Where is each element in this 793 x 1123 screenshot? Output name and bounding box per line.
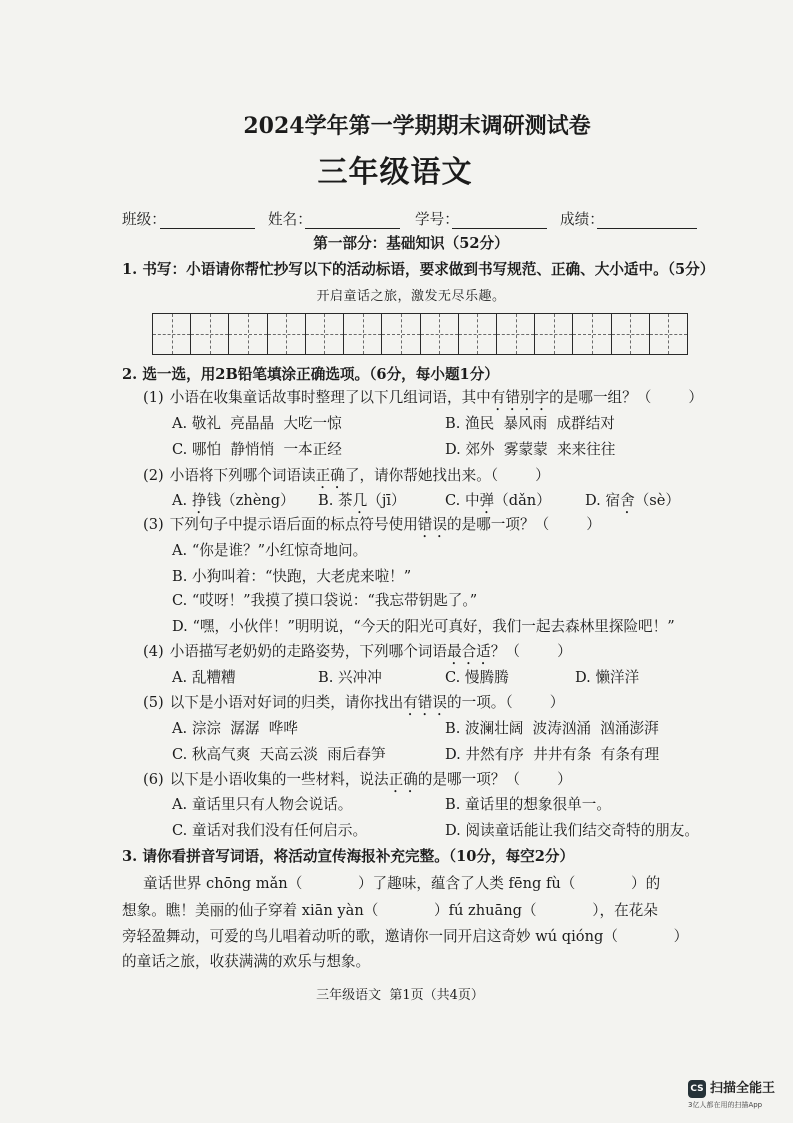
- q3-stem: 3. 请你看拼音写词语，将活动宣传海报补充完整。（10分，每空2分）: [122, 848, 575, 865]
- q2-6-option-c: C. 童话对我们没有任何启示。: [172, 822, 368, 839]
- option-letter: C.: [445, 492, 465, 509]
- grid-cell: [191, 314, 229, 354]
- option-text: （jī）: [367, 492, 406, 509]
- option-emphasis: 挣: [191, 492, 207, 509]
- grid-cell: [153, 314, 191, 354]
- q2-3-option-c: C. “哎呀！”我摸了摸口袋说：“我忘带钥匙了。”: [172, 592, 478, 609]
- q2-2-number: (2): [143, 467, 164, 484]
- q2-4-option-c: C. 慢腾腾: [445, 669, 509, 686]
- option-text: 宿: [605, 492, 621, 509]
- grid-cell: [268, 314, 306, 354]
- grid-cell: [459, 314, 497, 354]
- grid-cell: [650, 314, 687, 354]
- q2-5-option-b: B. 波澜壮阔 波涛汹涌 汹涌澎湃: [445, 720, 659, 737]
- q2-3-emphasis: 错误: [417, 516, 447, 533]
- q2-1-option-c: C. 哪怕 静悄悄 一本正经: [172, 441, 342, 458]
- q2-6-emphasis: 正确: [388, 771, 418, 788]
- q2-5-option-a: A. 淙淙 潺潺 哗哗: [172, 720, 298, 737]
- q2-2-option-b: [318, 491, 406, 511]
- part1-heading: 第一部分：基础知识（52分）: [313, 235, 509, 252]
- q2-4-number: (4): [143, 643, 164, 660]
- student-number-label: 学号：: [415, 211, 459, 228]
- q2-4-emphasis: 最合适: [446, 643, 491, 660]
- grid-cell: [382, 314, 420, 354]
- q2-5-number: (5): [143, 694, 164, 711]
- q2-2-text: 小语将下列哪个词语读: [169, 467, 316, 484]
- q2-6-number: (6): [143, 771, 164, 788]
- q2-6-option-b: B. 童话里的想象很单一。: [445, 796, 611, 813]
- camscanner-logo-icon: CS: [688, 1080, 706, 1098]
- q2-4-text-end: ？（ ）: [490, 643, 572, 660]
- option-text: 钱（zhèng）: [206, 492, 295, 509]
- q2-3-text: 下列句子中提示语后面的标点符号使用: [169, 516, 418, 533]
- q2-5-stem: [143, 693, 564, 713]
- option-text: 茶: [338, 492, 353, 509]
- q2-3-number: (3): [143, 516, 164, 533]
- option-emphasis: 弹: [479, 492, 495, 509]
- q2-3-text-end: 的是哪一项？（ ）: [447, 516, 601, 533]
- score-blank: [597, 212, 697, 229]
- q2-1-option-d: D. 郊外 雾蒙蒙 来来往往: [445, 441, 616, 458]
- class-label: 班级：: [122, 211, 166, 228]
- q2-4-option-d: D. 懒洋洋: [575, 669, 640, 686]
- q2-2-emphasis: 正确: [315, 467, 345, 484]
- student-number-blank: [452, 212, 547, 229]
- option-text: （dǎn）: [494, 492, 551, 509]
- q2-2-option-c: [445, 491, 551, 511]
- q3-paragraph-line: 想象。瞧！美丽的仙子穿着 xiān yàn（ ）fú zhuāng（ ），在花朵: [122, 902, 658, 919]
- q2-1-number: (1): [143, 389, 164, 406]
- q2-6-option-a: A. 童话里只有人物会说话。: [172, 796, 353, 813]
- exam-subject: 三年级语文: [317, 155, 473, 190]
- q2-2-text-end: 了，请你帮她找出来。（ ）: [344, 467, 550, 484]
- q2-2-option-d: [585, 491, 680, 511]
- name-label: 姓名：: [268, 211, 312, 228]
- grid-cell: [306, 314, 344, 354]
- q3-paragraph-line: 旁轻盈舞动，可爱的鸟儿唱着动听的歌，邀请你一同开启这奇妙 wú qióng（ ）: [122, 928, 689, 945]
- grid-cell: [229, 314, 267, 354]
- option-emphasis: 舍: [620, 492, 635, 509]
- class-blank: [160, 212, 255, 229]
- q2-5-text: 以下是小语对好词的归类，请你找出: [169, 694, 404, 711]
- q2-1-text-end: 的是哪一组？（ ）: [549, 389, 704, 406]
- q2-6-stem: [143, 770, 572, 790]
- q2-1-text: 小语在收集童话故事时整理了以下几组词语，其中: [169, 389, 491, 406]
- q2-5-text-end: 的一项。（ ）: [447, 694, 565, 711]
- name-blank: [305, 212, 400, 229]
- q2-3-option-b: B. 小狗叫着：“快跑，大老虎来啦！”: [172, 568, 412, 585]
- q2-2-option-a: [172, 491, 295, 511]
- grid-cell: [421, 314, 459, 354]
- q2-4-option-a: A. 乱糟糟: [172, 669, 236, 686]
- q2-4-text: 小语描写老奶奶的走路姿势，下列哪个词语: [169, 643, 447, 660]
- option-letter: A.: [172, 492, 192, 509]
- q2-2-stem: [143, 466, 550, 486]
- q2-5-emphasis: 有错误: [403, 694, 447, 711]
- q2-6-text-end: 的是哪一项？（ ）: [417, 771, 572, 788]
- option-emphasis: 几: [352, 492, 368, 509]
- scanner-app-name: 扫描全能王: [710, 1081, 776, 1096]
- q2-1-option-b: B. 渔民 暴风雨 成群结对: [445, 415, 615, 432]
- q1-stem: 1. 书写：小语请你帮忙抄写以下的活动标语，要求做到书写规范、正确、大小适中。（5分）: [122, 261, 715, 278]
- option-letter: D.: [585, 492, 606, 509]
- scanner-tagline: 3亿人都在用的扫描App: [688, 1101, 763, 1109]
- grid-cell: [535, 314, 573, 354]
- option-text: 中: [464, 492, 480, 509]
- option-letter: B.: [318, 492, 339, 509]
- grid-cell: [573, 314, 611, 354]
- option-text: （sè）: [634, 492, 681, 509]
- q2-3-stem: [143, 515, 601, 535]
- q3-paragraph-line: 童话世界 chōng mǎn（ ）了趣味，蕴含了人类 fēng fù（ ）的: [143, 875, 661, 892]
- q2-6-text: 以下是小语收集的一些材料，说法: [169, 771, 389, 788]
- grid-cell: [344, 314, 382, 354]
- writing-grid: [152, 313, 688, 355]
- q2-4-stem: [143, 642, 572, 662]
- q3-paragraph-line: 的童话之旅，收获满满的欢乐与想象。: [122, 953, 371, 970]
- q2-3-option-d: D. “嘿，小伙伴！”明明说，“今天的阳光可真好，我们一起去森林里探险吧！”: [172, 618, 675, 635]
- q2-1-option-a: A. 敬礼 亮晶晶 大吃一惊: [172, 415, 342, 432]
- q2-5-option-d: D. 井然有序 井井有条 有条有理: [445, 746, 660, 763]
- score-label: 成绩：: [560, 211, 604, 228]
- q2-5-option-c: C. 秋高气爽 天高云淡 雨后春笋: [172, 746, 386, 763]
- q2-1-emphasis: 有错别字: [490, 389, 550, 406]
- q2-3-option-a: A. “你是谁？”小红惊奇地问。: [172, 542, 368, 559]
- q2-4-option-b: B. 兴冲冲: [318, 669, 382, 686]
- q2-1-stem: [143, 388, 703, 408]
- grid-cell: [612, 314, 650, 354]
- q2-6-option-d: D. 阅读童话能让我们结交奇特的朋友。: [445, 822, 699, 839]
- grid-cell: [497, 314, 535, 354]
- q1-slogan: 开启童话之旅，激发无尽乐趣。: [316, 289, 506, 304]
- q2-stem: 2. 选一选，用2B铅笔填涂正确选项。（6分，每小题1分）: [122, 366, 499, 383]
- exam-title: 2024学年第一学期期末调研测试卷: [243, 113, 591, 139]
- page-footer: 三年级语文 第1页（共4页）: [316, 988, 484, 1003]
